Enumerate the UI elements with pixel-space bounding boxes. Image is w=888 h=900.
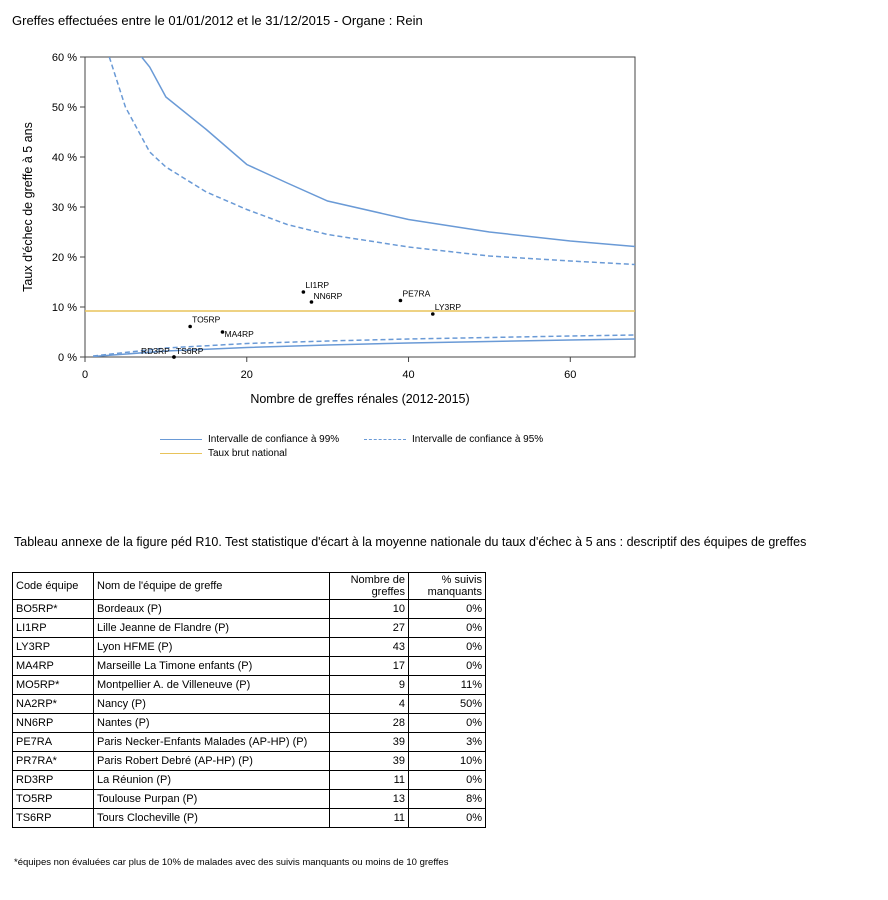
cell-count: 27 xyxy=(330,619,409,638)
y-tick-label: 10 % xyxy=(51,302,77,314)
header-missing-line2: manquants xyxy=(427,586,482,598)
cell-code: NA2RP* xyxy=(13,695,94,714)
x-tick-label: 40 xyxy=(402,369,415,381)
teams-table xyxy=(12,572,486,828)
legend-item-national xyxy=(160,448,287,459)
table-body xyxy=(13,600,486,828)
legend-swatch-ci99 xyxy=(160,439,202,440)
data-point-label: TO5RP xyxy=(192,314,221,325)
cell-code: MO5RP* xyxy=(13,676,94,695)
ci95-lower-curve xyxy=(93,335,635,356)
cell-name: Nantes (P) xyxy=(94,714,330,733)
cell-missing: 50% xyxy=(409,695,486,714)
cell-name: Bordeaux (P) xyxy=(94,600,330,619)
x-tick-label: 20 xyxy=(240,369,253,381)
cell-count: 28 xyxy=(330,714,409,733)
plot-frame xyxy=(85,57,635,357)
table-row xyxy=(13,638,486,657)
y-tick-label: 60 % xyxy=(51,52,77,64)
cell-count: 9 xyxy=(330,676,409,695)
table-row xyxy=(13,619,486,638)
y-tick-label: 50 % xyxy=(51,102,77,114)
data-point xyxy=(188,325,192,329)
table-row xyxy=(13,809,486,828)
data-point-label: TS6RP xyxy=(175,346,204,356)
cell-count: 39 xyxy=(330,733,409,752)
data-point xyxy=(399,299,403,303)
legend-item-ci95 xyxy=(364,434,543,445)
table-row xyxy=(13,657,486,676)
header-missing-line1: % suivis xyxy=(441,574,482,586)
cell-missing: 0% xyxy=(409,619,486,638)
cell-missing: 8% xyxy=(409,790,486,809)
legend-label-national: Taux brut national xyxy=(208,448,287,459)
x-tick-label: 0 xyxy=(81,369,89,381)
x-tick-label: 60 xyxy=(564,369,577,381)
table-header-row xyxy=(13,573,486,600)
y-tick-label: 0 % xyxy=(58,352,77,364)
cell-code: PE7RA xyxy=(13,733,94,752)
cell-missing: 0% xyxy=(409,600,486,619)
data-point-label: LI1RP xyxy=(305,280,330,290)
y-tick-label: 30 % xyxy=(51,202,77,214)
cell-name: Lyon HFME (P) xyxy=(94,638,330,657)
cell-missing: 0% xyxy=(409,771,486,790)
cell-count: 4 xyxy=(330,695,409,714)
table-row xyxy=(13,733,486,752)
cell-name: Montpellier A. de Villeneuve (P) xyxy=(94,676,330,695)
cell-missing: 10% xyxy=(409,752,486,771)
cell-name: Marseille La Timone enfants (P) xyxy=(94,657,330,676)
cell-code: NN6RP xyxy=(13,714,94,733)
cell-count: 39 xyxy=(330,752,409,771)
cell-code: MA4RP xyxy=(13,657,94,676)
y-tick-label: 20 % xyxy=(51,252,77,264)
cell-name: Toulouse Purpan (P) xyxy=(94,790,330,809)
legend-label-ci95: Intervalle de confiance à 95% xyxy=(412,434,544,445)
table-footnote: *équipes non évaluées car plus de 10% de malades avec des suivis manquants ou moins de 10 greffes xyxy=(14,857,449,868)
table-row xyxy=(13,752,486,771)
cell-code: TS6RP xyxy=(13,809,94,828)
chart-title: Greffes effectuées entre le 01/01/2012 et le 31/12/2015 - Organe : Rein xyxy=(12,13,423,28)
header-count xyxy=(330,573,409,600)
cell-missing: 0% xyxy=(409,809,486,828)
legend-swatch-ci95 xyxy=(364,439,406,440)
cell-name: Paris Robert Debré (AP-HP) (P) xyxy=(94,752,330,771)
header-missing xyxy=(409,573,486,600)
cell-code: BO5RP* xyxy=(13,600,94,619)
data-point xyxy=(302,290,306,294)
cell-count: 10 xyxy=(330,600,409,619)
ci95-upper-curve xyxy=(109,57,635,265)
cell-code: RD3RP xyxy=(13,771,94,790)
table-row xyxy=(13,790,486,809)
data-point-label: NN6RP xyxy=(313,291,343,301)
cell-name: La Réunion (P) xyxy=(94,771,330,790)
data-point-label: MA4RP xyxy=(224,329,254,339)
table-row xyxy=(13,676,486,695)
header-count-line1: Nombre de xyxy=(350,574,405,586)
y-tick-label: 40 % xyxy=(51,152,77,164)
cell-count: 17 xyxy=(330,657,409,676)
cell-count: 11 xyxy=(330,771,409,790)
cell-name: Tours Clocheville (P) xyxy=(94,809,330,828)
y-axis-label: Taux d'échec de greffe à 5 ans xyxy=(21,122,35,292)
cell-missing: 0% xyxy=(409,657,486,676)
data-point-label: RD3RP xyxy=(140,346,170,356)
legend-item-ci99 xyxy=(160,434,339,445)
x-axis-label: Nombre de greffes rénales (2012-2015) xyxy=(250,392,470,406)
table-row xyxy=(13,714,486,733)
data-point xyxy=(431,312,435,316)
table-row xyxy=(13,600,486,619)
data-point-label: LY3RP xyxy=(434,302,462,312)
ci99-upper-curve xyxy=(134,47,636,247)
cell-name: Lille Jeanne de Flandre (P) xyxy=(94,619,330,638)
cell-count: 11 xyxy=(330,809,409,828)
cell-code: LI1RP xyxy=(13,619,94,638)
cell-name: Nancy (P) xyxy=(94,695,330,714)
cell-code: TO5RP xyxy=(13,790,94,809)
cell-missing: 3% xyxy=(409,733,486,752)
cell-count: 13 xyxy=(330,790,409,809)
cell-code: PR7RA* xyxy=(13,752,94,771)
cell-missing: 0% xyxy=(409,714,486,733)
table-row xyxy=(13,695,486,714)
table-row xyxy=(13,771,486,790)
cell-missing: 11% xyxy=(409,676,486,695)
header-count-line2: greffes xyxy=(371,586,405,598)
header-code: Code équipe xyxy=(13,573,94,600)
legend-swatch-national xyxy=(160,453,202,454)
legend-label-ci99: Intervalle de confiance à 99% xyxy=(208,434,340,445)
cell-missing: 0% xyxy=(409,638,486,657)
cell-name: Paris Necker-Enfants Malades (AP-HP) (P) xyxy=(94,733,330,752)
cell-count: 43 xyxy=(330,638,409,657)
funnel-chart xyxy=(0,40,888,420)
header-name: Nom de l'équipe de greffe xyxy=(94,573,330,600)
data-point-label: PE7RA xyxy=(402,288,431,299)
cell-code: LY3RP xyxy=(13,638,94,657)
table-caption: Tableau annexe de la figure péd R10. Test statistique d'écart à la moyenne nationale du taux d'échec à 5 ans : descriptif des équipes de greffes xyxy=(14,535,807,549)
